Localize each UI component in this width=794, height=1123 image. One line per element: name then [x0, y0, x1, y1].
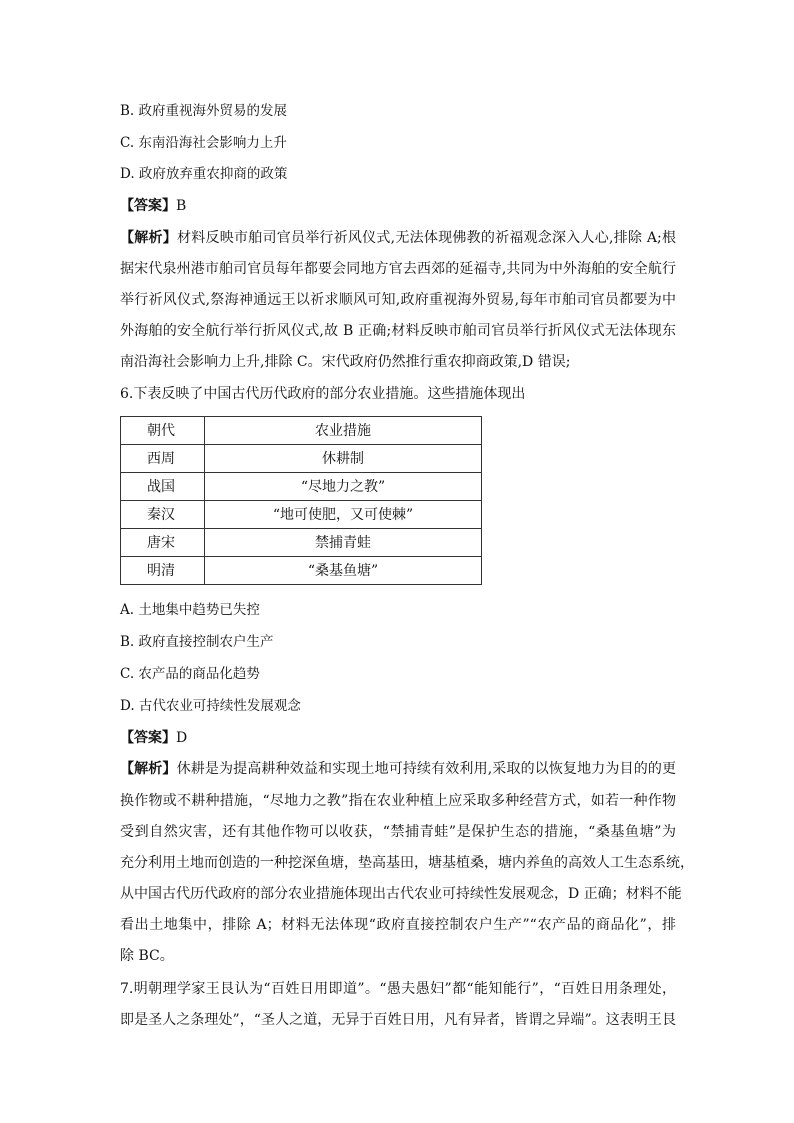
table-cell-dynasty: 明清 [121, 557, 205, 585]
q6-stem: 6.下表反映了中国古代历代政府的部分农业措施。这些措施体现出 [120, 386, 526, 402]
q6-analysis-line: 看出土地集中，排除 A；材料无法体现“政府直接控制农户生产”“农产品的商品化”，排 [120, 917, 676, 933]
table-cell-dynasty: 唐宋 [121, 529, 205, 557]
table-row [121, 557, 482, 585]
table-cell-dynasty: 秦汉 [121, 501, 205, 529]
table-cell-measure: “尽地力之教” [205, 473, 482, 501]
table-cell-measure: 休耕制 [205, 445, 482, 473]
q7-stem-line: 即是圣人之条理处”，“圣人之道，无异于百姓日用，凡有异者，皆谓之异端”。这表明王艮 [120, 1012, 676, 1028]
q6-analysis-line: 充分利用土地而创造的一种挖深鱼塘，垫高基田，塘基植桑，塘内养鱼的高效人工生态系统， [120, 855, 694, 871]
q6-option-d: D. 古代农业可持续性发展观念 [120, 698, 301, 714]
table-cell-dynasty: 西周 [121, 445, 205, 473]
q6-answer [120, 728, 187, 748]
q5-option-c: C. 东南沿海社会影响力上升 [120, 135, 287, 151]
table-cell-measure: “桑基鱼塘” [205, 557, 482, 585]
table-header-measure: 农业措施 [205, 417, 482, 445]
q6-analysis-line: 换作物或不耕种措施，“尽地力之教”指在农业种植上应采取多种经营方式，如若一种作物 [120, 793, 676, 809]
q6-analysis-line: 从中国古代历代政府的部分农业措施体现出古代农业可持续性发展观念，D 正确；材料不能 [120, 886, 682, 902]
q5-option-b: B. 政府重视海外贸易的发展 [120, 103, 288, 119]
table-row [121, 445, 482, 473]
q6-analysis-line: 【解析】休耕是为提高耕种效益和实现土地可持续有效利用,采取的以恢复地力为目的的更 [120, 761, 677, 777]
q5-answer-label: 【答案】 [120, 198, 176, 214]
table-row [121, 501, 482, 529]
q6-option-a: A. 土地集中趋势已失控 [120, 602, 260, 618]
q5-analysis-label: 【解析】 [120, 230, 177, 246]
q6-answer-label: 【答案】 [120, 730, 176, 746]
q6-analysis-line: 受到自然灾害，还有其他作物可以收获，“禁捕青蛙”是保护生态的措施，“桑基鱼塘”为 [120, 824, 676, 840]
q5-answer [120, 196, 186, 216]
table-cell-measure: 禁捕青蛙 [205, 529, 482, 557]
q5-analysis-line: 【解析】材料反映市舶司官员举行祈风仪式,无法体现佛教的祈福观念深入人心,排除 A;根 [120, 230, 676, 246]
table-header-dynasty: 朝代 [121, 417, 205, 445]
q6-answer-value: D [176, 730, 188, 746]
table-cell-measure: “地可使肥，又可使棘” [205, 501, 482, 529]
q6-analysis-label: 【解析】 [120, 761, 177, 777]
q5-analysis-line: 外海舶的安全航行举行折风仪式,故 B 正确;材料反映市舶司官员举行折风仪式无法体现东 [120, 323, 676, 339]
table-cell-dynasty: 战国 [121, 473, 205, 501]
agriculture-measures-table [120, 416, 482, 585]
q5-analysis-line: 南沿海社会影响力上升,排除 C。宋代政府仍然推行重农抑商政策,D 错误; [120, 354, 571, 370]
q6-analysis-line: 除 BC。 [120, 948, 174, 964]
table-header-row [121, 417, 482, 445]
q5-answer-value: B [176, 198, 187, 214]
q5-analysis-line: 举行祈风仪式,祭海神通远王以祈求顺风可知,政府重视海外贸易,每年市舶司官员都要为中 [120, 292, 676, 308]
table-row [121, 529, 482, 557]
q6-option-c: C. 农产品的商品化趋势 [120, 666, 260, 682]
table-row [121, 473, 482, 501]
q5-analysis-line: 据宋代泉州港市舶司官员每年都要会同地方官去西郊的延福寺,共同为中外海舶的安全航行 [120, 261, 676, 277]
q7-stem-line: 7.明朝理学家王艮认为“百姓日用即道”。“愚夫愚妇”都“能知能行”，“百姓日用条理处， [120, 981, 676, 997]
q6-option-b: B. 政府直接控制农户生产 [120, 634, 274, 650]
q5-option-d: D. 政府放弃重农抑商的政策 [120, 166, 288, 182]
